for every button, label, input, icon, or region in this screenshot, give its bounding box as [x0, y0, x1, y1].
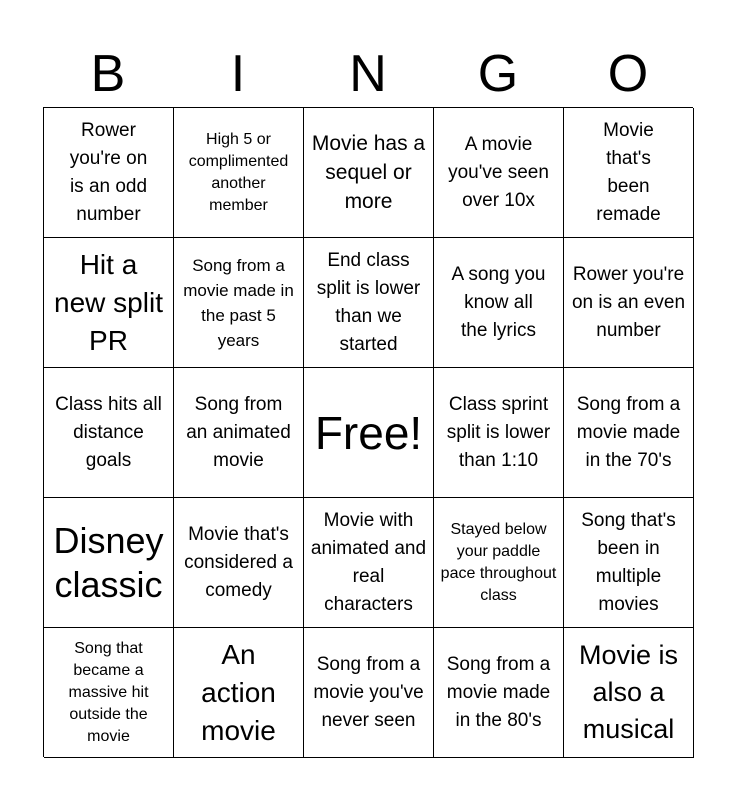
cell-text: Song from a movie made in the 70's: [576, 393, 681, 471]
bingo-cell[interactable]: [434, 108, 564, 238]
cell-text: End class split is lower than we started: [316, 249, 421, 355]
cell-text: Class hits all distance goals: [55, 393, 162, 471]
bingo-cell[interactable]: [304, 238, 434, 368]
header-letter-i: I: [230, 45, 246, 103]
bingo-cell[interactable]: [304, 498, 434, 628]
bingo-cell[interactable]: [44, 368, 174, 498]
cell-text: Movie has a sequel or more: [311, 132, 426, 213]
cell-text: Movie that's been remade: [596, 119, 661, 225]
bingo-cell[interactable]: [564, 628, 694, 758]
bingo-cell[interactable]: [174, 368, 304, 498]
bingo-cell[interactable]: [304, 368, 434, 498]
bingo-cell[interactable]: [434, 238, 564, 368]
bingo-cell[interactable]: [44, 628, 174, 758]
bingo-header: [43, 40, 693, 108]
bingo-cell[interactable]: [564, 238, 694, 368]
header-letter-n: N: [349, 45, 387, 103]
cell-text: An action movie: [201, 638, 276, 746]
bingo-cell[interactable]: [44, 108, 174, 238]
bingo-cell[interactable]: [564, 368, 694, 498]
bingo-cell[interactable]: [564, 108, 694, 238]
cell-text: Rower you're on is an odd number: [69, 119, 148, 225]
cell-text: Class sprint split is lower than 1:10: [446, 393, 551, 471]
bingo-cell[interactable]: [44, 238, 174, 368]
header-letter-o: O: [607, 45, 649, 103]
bingo-cell[interactable]: [434, 628, 564, 758]
cell-text: Movie with animated and real characters: [310, 509, 427, 615]
header-letter-g: G: [477, 45, 519, 103]
bingo-cell[interactable]: [434, 498, 564, 628]
cell-text: Song from a movie made in the past 5 years: [183, 255, 294, 350]
bingo-grid: [43, 107, 693, 757]
cell-text: Song that became a massive hit outside the movie: [68, 639, 149, 745]
cell-text: Movie that's considered a comedy: [184, 523, 293, 601]
bingo-cell[interactable]: [44, 498, 174, 628]
header-letter-b: B: [90, 45, 126, 103]
cell-text: Disney classic: [53, 519, 164, 605]
cell-text: Song from a movie made in the 80's: [446, 653, 551, 731]
cell-text: Song that's been in multiple movies: [581, 509, 676, 615]
cell-text: Rower you're on is an even number: [571, 263, 686, 341]
bingo-cell[interactable]: [304, 108, 434, 238]
bingo-cell[interactable]: [174, 498, 304, 628]
bingo-cell[interactable]: [174, 238, 304, 368]
cell-text: Free!: [314, 406, 423, 459]
bingo-cell[interactable]: [174, 628, 304, 758]
bingo-cell[interactable]: [304, 628, 434, 758]
cell-text: A movie you've seen over 10x: [448, 133, 549, 211]
cell-text: Song from a movie you've never seen: [313, 653, 424, 731]
cell-text: Hit a new split PR: [54, 248, 163, 356]
cell-text: High 5 or complimented another member: [188, 130, 289, 214]
cell-text: Movie is also a musical: [578, 640, 679, 744]
cell-text: Song from an animated movie: [186, 393, 291, 471]
cell-text: Stayed below your paddle pace throughout class: [440, 520, 557, 604]
bingo-cell[interactable]: [434, 368, 564, 498]
bingo-cell[interactable]: [564, 498, 694, 628]
cell-text: A song you know all the lyrics: [451, 263, 546, 341]
bingo-cell[interactable]: [174, 108, 304, 238]
